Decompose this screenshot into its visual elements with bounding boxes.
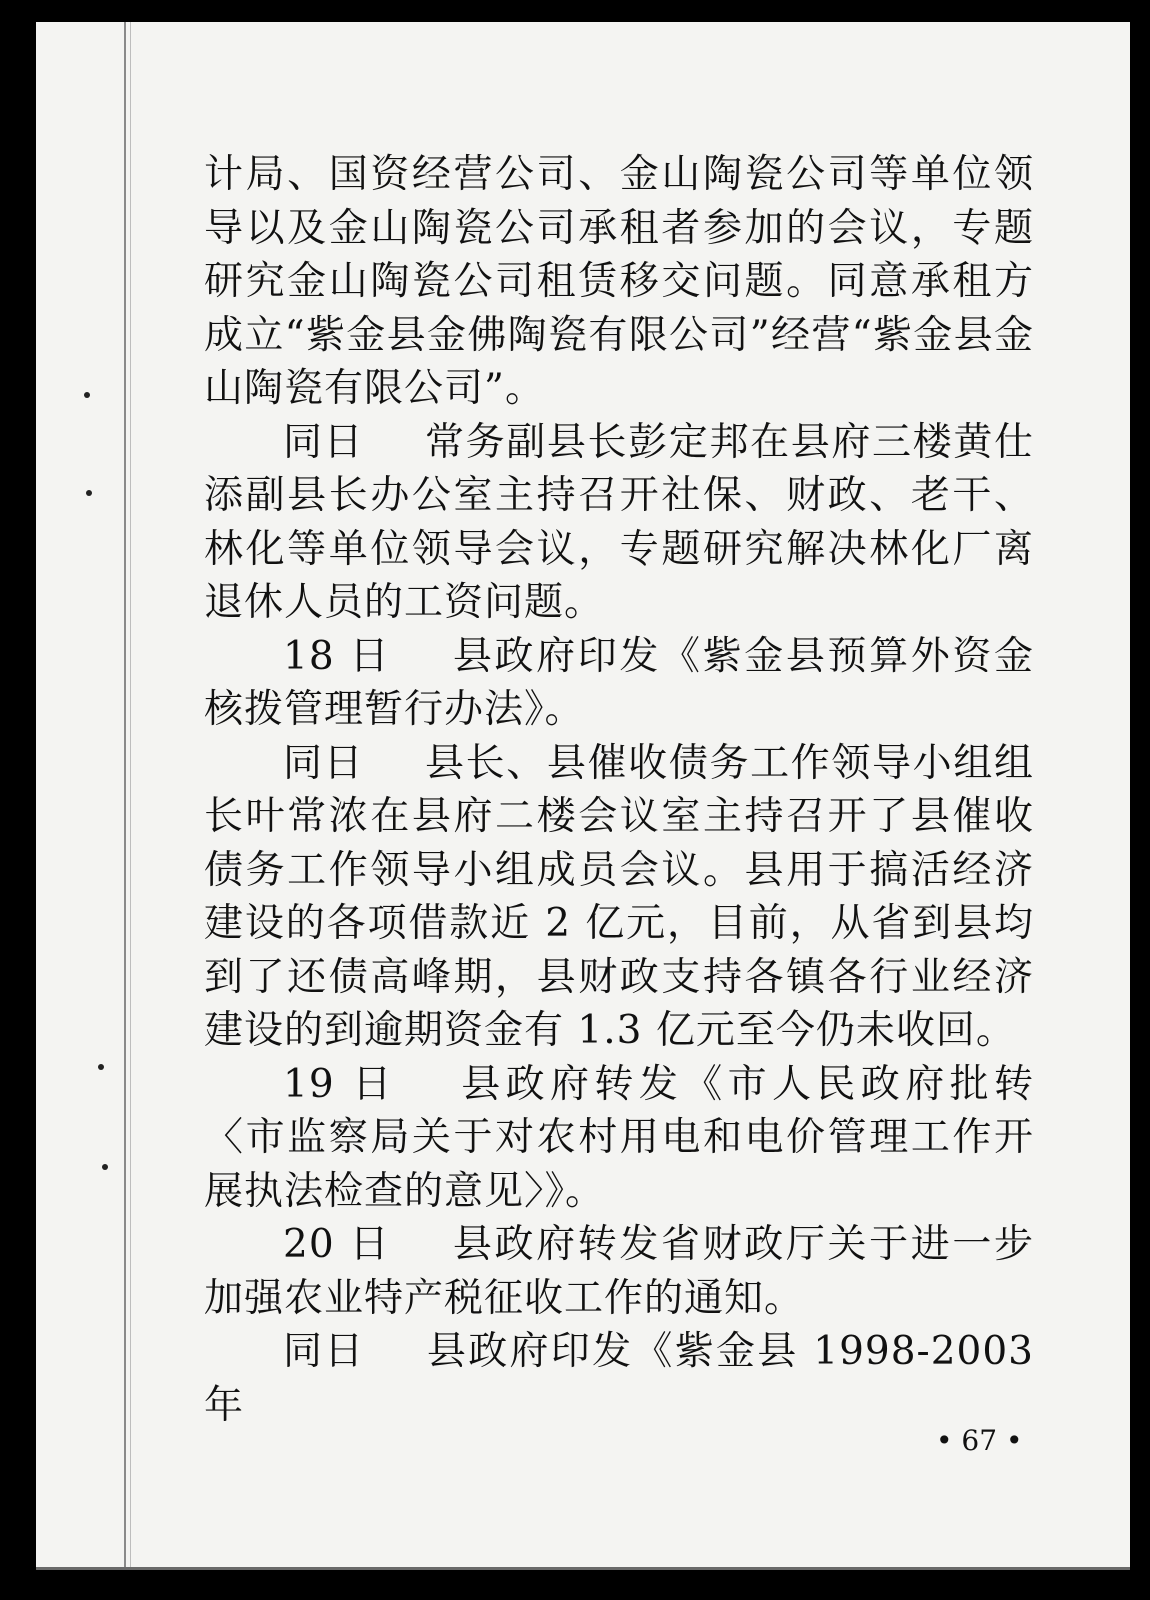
entry-text: 县政府印发《紫金县预算外资金核拨管理暂行办法》。 [204,633,1034,732]
entry-paragraph [204,630,1034,737]
punch-mark [102,1164,108,1170]
chronicle-text [204,148,1034,1432]
document-page [36,22,1130,1570]
punch-mark [86,490,92,496]
entry-date: 19 日 [283,1061,397,1107]
entry-text: 县政府转发《市人民政府批转〈市监察局关于对农村用电和电价管理工作开展执法检查的意见〉》。 [204,1061,1034,1214]
entry-text: 县政府转发省财政厅关于进一步加强农业特产税征收工作的通知。 [204,1222,1034,1321]
entry-date: 同日 [283,1329,366,1374]
entry-paragraph [204,1218,1034,1325]
entry-paragraph [204,148,1034,416]
punch-mark [84,392,90,398]
entry-paragraph [204,1058,1034,1219]
binding-line-secondary [130,22,131,1570]
entry-text: 县政府印发《紫金县 1998-2003 年 [204,1329,1034,1428]
entry-paragraph [204,416,1034,630]
page-number: • 67 • [936,1424,1023,1457]
entry-date: 同日 [283,740,365,786]
punch-mark [98,1064,104,1070]
page-bottom-edge [36,1567,1130,1570]
entry-text: 县长、县催收债务工作领导小组组长叶常浓在县府二楼会议室主持召开了县催收债务工作领导小组成员会议。县用于搞活经济建设的各项借款近 2 亿元，目前，从省到县均到了还债高峰期，县财政支持各镇各行业经济建设的到逾期资金有 1.3 亿元至今仍未收回。 [204,740,1034,1053]
entry-paragraph [204,737,1034,1058]
entry-text: 计局、国资经营公司、金山陶瓷公司等单位领导以及金山陶瓷公司承租者参加的会议，专题研究金山陶瓷公司租赁移交问题。同意承租方成立“紫金县金佛陶瓷有限公司”经营“紫金县金山陶瓷有限公司”。 [204,152,1034,411]
entry-date: 20 日 [283,1222,392,1267]
binding-line [124,22,126,1570]
entry-paragraph [204,1325,1034,1432]
entry-date: 18 日 [283,633,392,679]
entry-text: 常务副县长彭定邦在县府三楼黄仕添副县长办公室主持召开社保、财政、老干、林化等单位领导会议，专题研究解决林化厂离退休人员的工资问题。 [204,419,1034,625]
entry-date: 同日 [283,419,365,465]
